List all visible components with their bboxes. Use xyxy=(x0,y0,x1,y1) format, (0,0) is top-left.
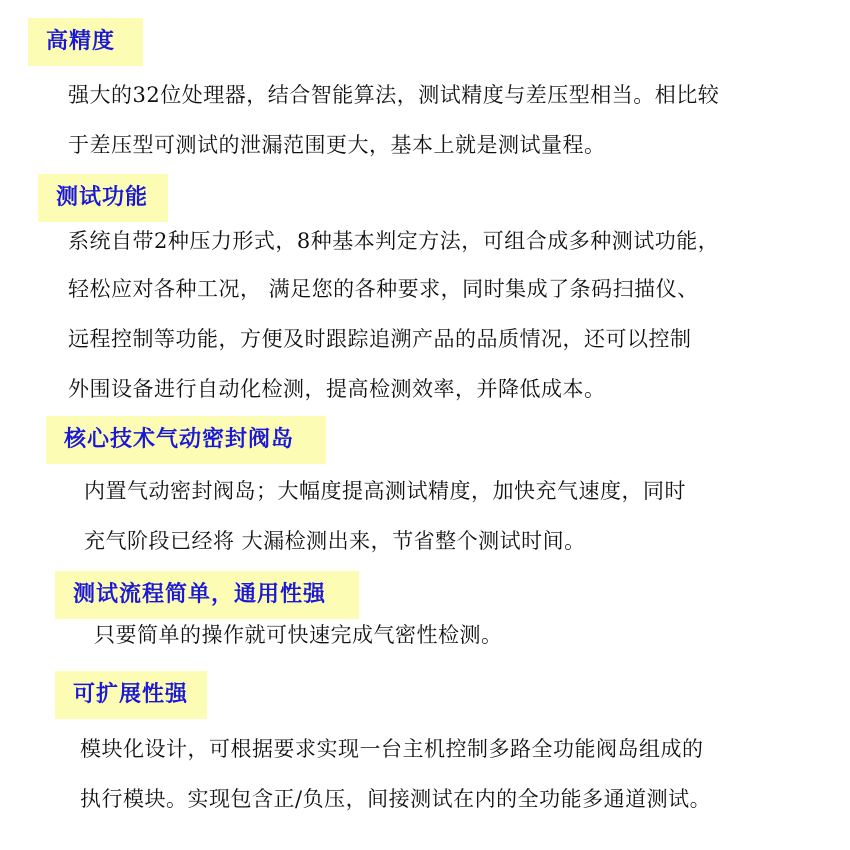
section-heading-high-precision: 高精度 xyxy=(28,18,143,66)
section-heading-pneumatic-valve-island: 核心技术气动密封阀岛 xyxy=(46,416,326,464)
section-text-line: 轻松应对各种工况， 满足您的各种要求，同时集成了条码扫描仪、 xyxy=(68,277,699,301)
section-heading-extensibility: 可扩展性强 xyxy=(55,671,207,719)
section-text-line: 于差压型可测试的泄漏范围更大，基本上就是测试量程。 xyxy=(68,133,606,157)
section-text-line: 充气阶段已经将 大漏检测出来，节省整个测试时间。 xyxy=(84,529,586,553)
section-text-line: 模块化设计，可根据要求实现一台主机控制多路全功能阀岛组成的 xyxy=(80,737,704,761)
section-text-line: 强大的32位处理器，结合智能算法，测试精度与差压型相当。相比较 xyxy=(68,83,720,107)
section-text-line: 远程控制等功能，方便及时跟踪追溯产品的品质情况，还可以控制 xyxy=(68,327,692,351)
section-text-line: 外围设备进行自动化检测，提高检测效率，并降低成本。 xyxy=(68,377,606,401)
section-text-line: 系统自带2种压力形式，8种基本判定方法，可组合成多种测试功能， xyxy=(68,229,720,253)
section-heading-simple-process: 测试流程简单，通用性强 xyxy=(55,571,359,619)
section-text-line: 只要简单的操作就可快速完成气密性检测。 xyxy=(94,623,503,647)
section-text-line: 内置气动密封阀岛；大幅度提高测试精度，加快充气速度，同时 xyxy=(84,479,686,503)
section-text-line: 执行模块。实现包含正/负压，间接测试在内的全功能多通道测试。 xyxy=(80,787,712,811)
section-heading-test-functions: 测试功能 xyxy=(38,174,168,222)
